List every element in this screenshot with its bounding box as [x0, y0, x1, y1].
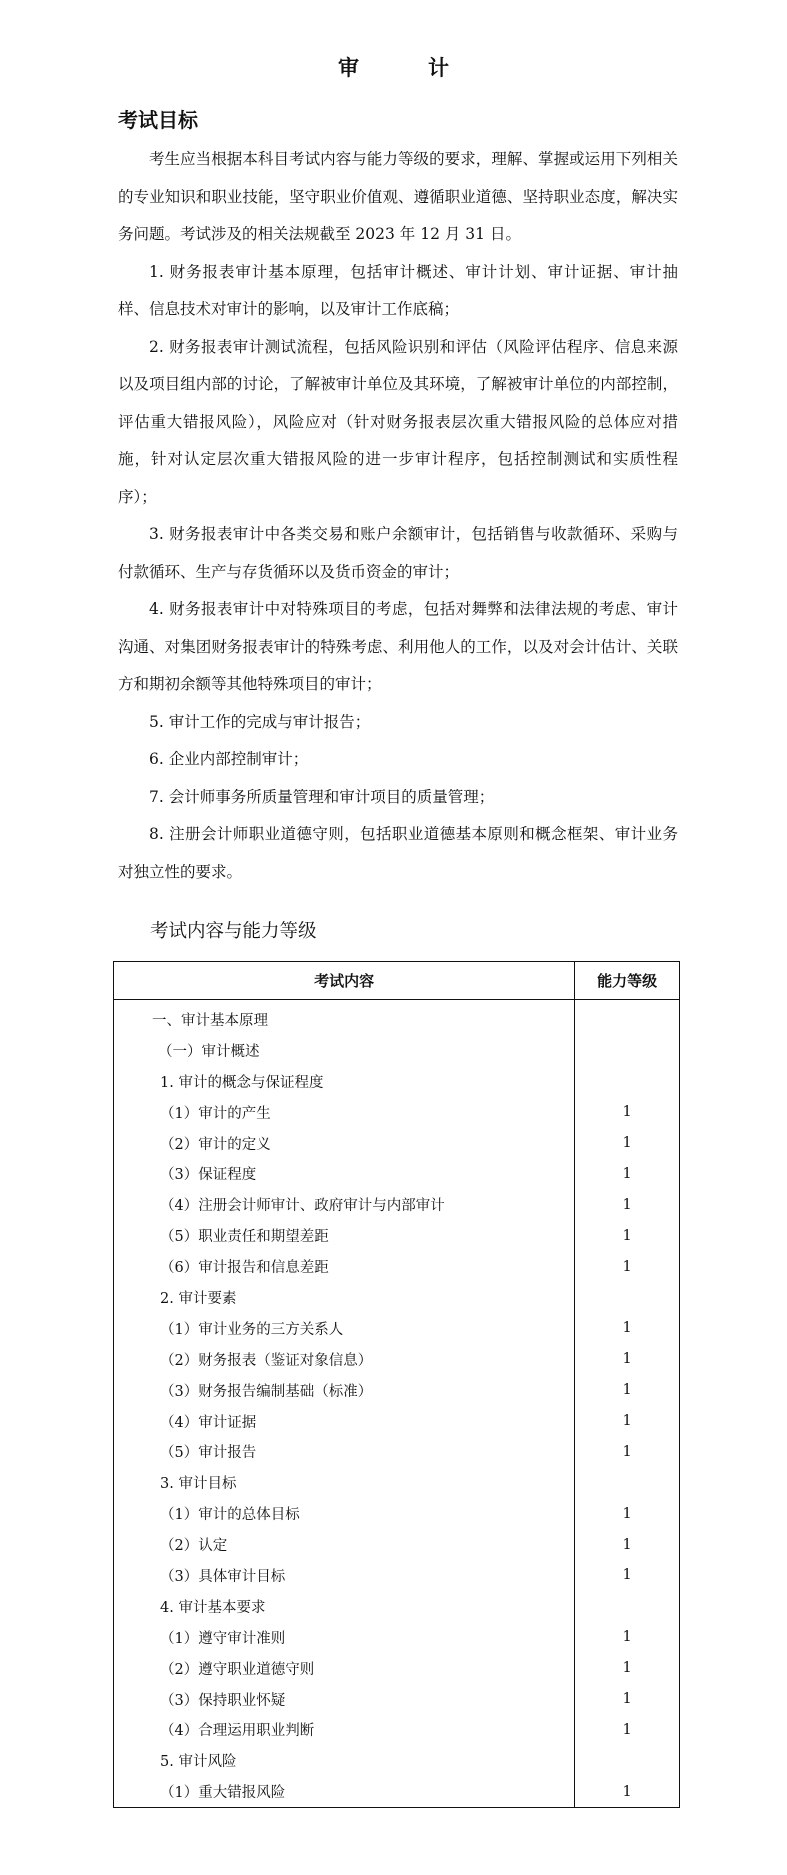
- row-level: 1: [622, 1320, 632, 1337]
- row-level: 1: [622, 1382, 632, 1399]
- row-content: （1）审计的总体目标: [114, 1498, 575, 1529]
- row-content: （6）审计报告和信息差距: [114, 1251, 575, 1282]
- row-content: 一、审计基本原理: [114, 1000, 575, 1035]
- table-row: [114, 1560, 680, 1591]
- row-level: 1: [622, 1691, 632, 1708]
- row-content: 4. 审计基本要求: [114, 1591, 575, 1622]
- table-header-row: [114, 962, 680, 1000]
- objective-item-2: 2. 财务报表审计测试流程，包括风险识别和评估（风险评估程序、信息来源以及项目组内部的讨论，了解被审计单位及其环境，了解被审计单位的内部控制，评估重大错报风险），风险应对（针对财务报表层次重大错报风险的总体应对措施，针对认定层次重大错报风险的进一步审计程序，包括控制测试和实质性程序）；: [118, 337, 678, 506]
- objectives-body: [118, 141, 678, 891]
- row-level: [575, 1066, 680, 1097]
- table-row: [114, 1653, 680, 1684]
- row-content: （3）财务报告编制基础（标准）: [114, 1375, 575, 1406]
- table-row: [114, 1158, 680, 1189]
- table-row: [114, 1406, 680, 1437]
- row-level: [575, 1467, 680, 1498]
- table-row: [114, 1189, 680, 1220]
- table-row: [114, 1745, 680, 1776]
- row-level: [575, 1591, 680, 1622]
- header-content: 考试内容: [114, 962, 575, 1000]
- row-content: （3）具体审计目标: [114, 1560, 575, 1591]
- table-row: [114, 1684, 680, 1715]
- table-row: [114, 1344, 680, 1375]
- row-level: 1: [622, 1351, 632, 1368]
- row-level: 1: [622, 1165, 632, 1182]
- row-level: 1: [622, 1721, 632, 1738]
- row-content: （5）职业责任和期望差距: [114, 1220, 575, 1251]
- row-level: 1: [622, 1783, 632, 1800]
- table-row: [114, 1220, 680, 1251]
- row-level: 1: [622, 1536, 632, 1553]
- table-row: [114, 1436, 680, 1467]
- table-heading: 考试内容与能力等级: [150, 921, 317, 942]
- row-content: （1）遵守审计准则: [114, 1622, 575, 1653]
- table-row: [114, 1313, 680, 1344]
- row-level: 1: [622, 1660, 632, 1677]
- row-level: 1: [622, 1505, 632, 1522]
- row-level: 1: [622, 1443, 632, 1460]
- row-content: （4）审计证据: [114, 1406, 575, 1437]
- row-level: 1: [622, 1196, 632, 1213]
- objective-item-7: 7. 会计师事务所质量管理和审计项目的质量管理；: [149, 787, 495, 806]
- table-row: [114, 1128, 680, 1159]
- row-content: （2）认定: [114, 1529, 575, 1560]
- row-level: [575, 1035, 680, 1066]
- row-content: （1）审计的产生: [114, 1097, 575, 1128]
- table-row: [114, 1622, 680, 1653]
- objective-item-6: 6. 企业内部控制审计；: [149, 750, 309, 768]
- table-row: [114, 1282, 680, 1313]
- objective-item-4: 4. 财务报表审计中对特殊项目的考虑，包括对舞弊和法律法规的考虑、审计沟通、对集团财务报表审计的特殊考虑、利用他人的工作，以及对会计估计、关联方和期初余额等其他特殊项目的审计；: [118, 600, 678, 693]
- row-content: （4）注册会计师审计、政府审计与内部审计: [114, 1189, 575, 1220]
- table-row: [114, 1591, 680, 1622]
- row-level: [575, 1282, 680, 1313]
- row-level: 1: [622, 1567, 632, 1584]
- document-title: 审 计: [338, 56, 473, 80]
- table-row: [114, 1498, 680, 1529]
- row-level: 1: [622, 1227, 632, 1244]
- table-row: [114, 1097, 680, 1128]
- row-content: （2）财务报表（鉴证对象信息）: [114, 1344, 575, 1375]
- row-content: （3）保持职业怀疑: [114, 1684, 575, 1715]
- objective-item-5: 5. 审计工作的完成与审计报告；: [149, 712, 371, 731]
- row-level: [575, 1000, 680, 1035]
- table-row: [114, 1066, 680, 1097]
- row-level: 1: [622, 1413, 632, 1430]
- row-level: 1: [622, 1629, 632, 1646]
- header-level: 能力等级: [575, 962, 680, 1000]
- row-content: 1. 审计的概念与保证程度: [114, 1066, 575, 1097]
- objectives-intro-paragraph: 考生应当根据本科目考试内容与能力等级的要求，理解、掌握或运用下列相关的专业知识和职业技能，坚守职业价值观、遵循职业道德、坚持职业态度，解决实务问题。考试涉及的相关法规截至 2023 年 12 月 31 日。: [118, 150, 678, 243]
- row-content: 2. 审计要素: [114, 1282, 575, 1313]
- row-content: 3. 审计目标: [114, 1467, 575, 1498]
- row-level: [575, 1745, 680, 1776]
- table-row: [114, 1035, 680, 1066]
- row-content: （3）保证程度: [114, 1158, 575, 1189]
- row-content: （1）审计业务的三方关系人: [114, 1313, 575, 1344]
- objectives-heading: 考试目标: [118, 108, 198, 132]
- row-content: （2）审计的定义: [114, 1128, 575, 1159]
- table-body: [114, 1000, 680, 1808]
- row-level: 1: [622, 1258, 632, 1275]
- table-row: [114, 1714, 680, 1745]
- row-content: （1）重大错报风险: [114, 1776, 575, 1807]
- row-content: （5）审计报告: [114, 1436, 575, 1467]
- row-content: 5. 审计风险: [114, 1745, 575, 1776]
- row-level: 1: [622, 1135, 632, 1151]
- table-row: [114, 1251, 680, 1282]
- row-content: （一）审计概述: [114, 1035, 575, 1066]
- objective-item-3: 3. 财务报表审计中各类交易和账户余额审计，包括销售与收款循环、采购与付款循环、生产与存货循环以及货币资金的审计；: [118, 525, 678, 581]
- row-content: （4）合理运用职业判断: [114, 1714, 575, 1745]
- table-row: [114, 1467, 680, 1498]
- row-level: 1: [622, 1104, 632, 1121]
- objective-item-8: 8. 注册会计师职业道德守则，包括职业道德基本原则和概念框架、审计业务对独立性的要求。: [118, 825, 678, 881]
- table-row: [114, 1375, 680, 1406]
- content-level-table: [113, 961, 680, 1808]
- table-row: [114, 1529, 680, 1560]
- table-row: [114, 1000, 680, 1035]
- table-row: [114, 1776, 680, 1807]
- objective-item-1: 1. 财务报表审计基本原理，包括审计概述、审计计划、审计证据、审计抽样、信息技术对审计的影响，以及审计工作底稿；: [118, 262, 678, 318]
- row-content: （2）遵守职业道德守则: [114, 1653, 575, 1684]
